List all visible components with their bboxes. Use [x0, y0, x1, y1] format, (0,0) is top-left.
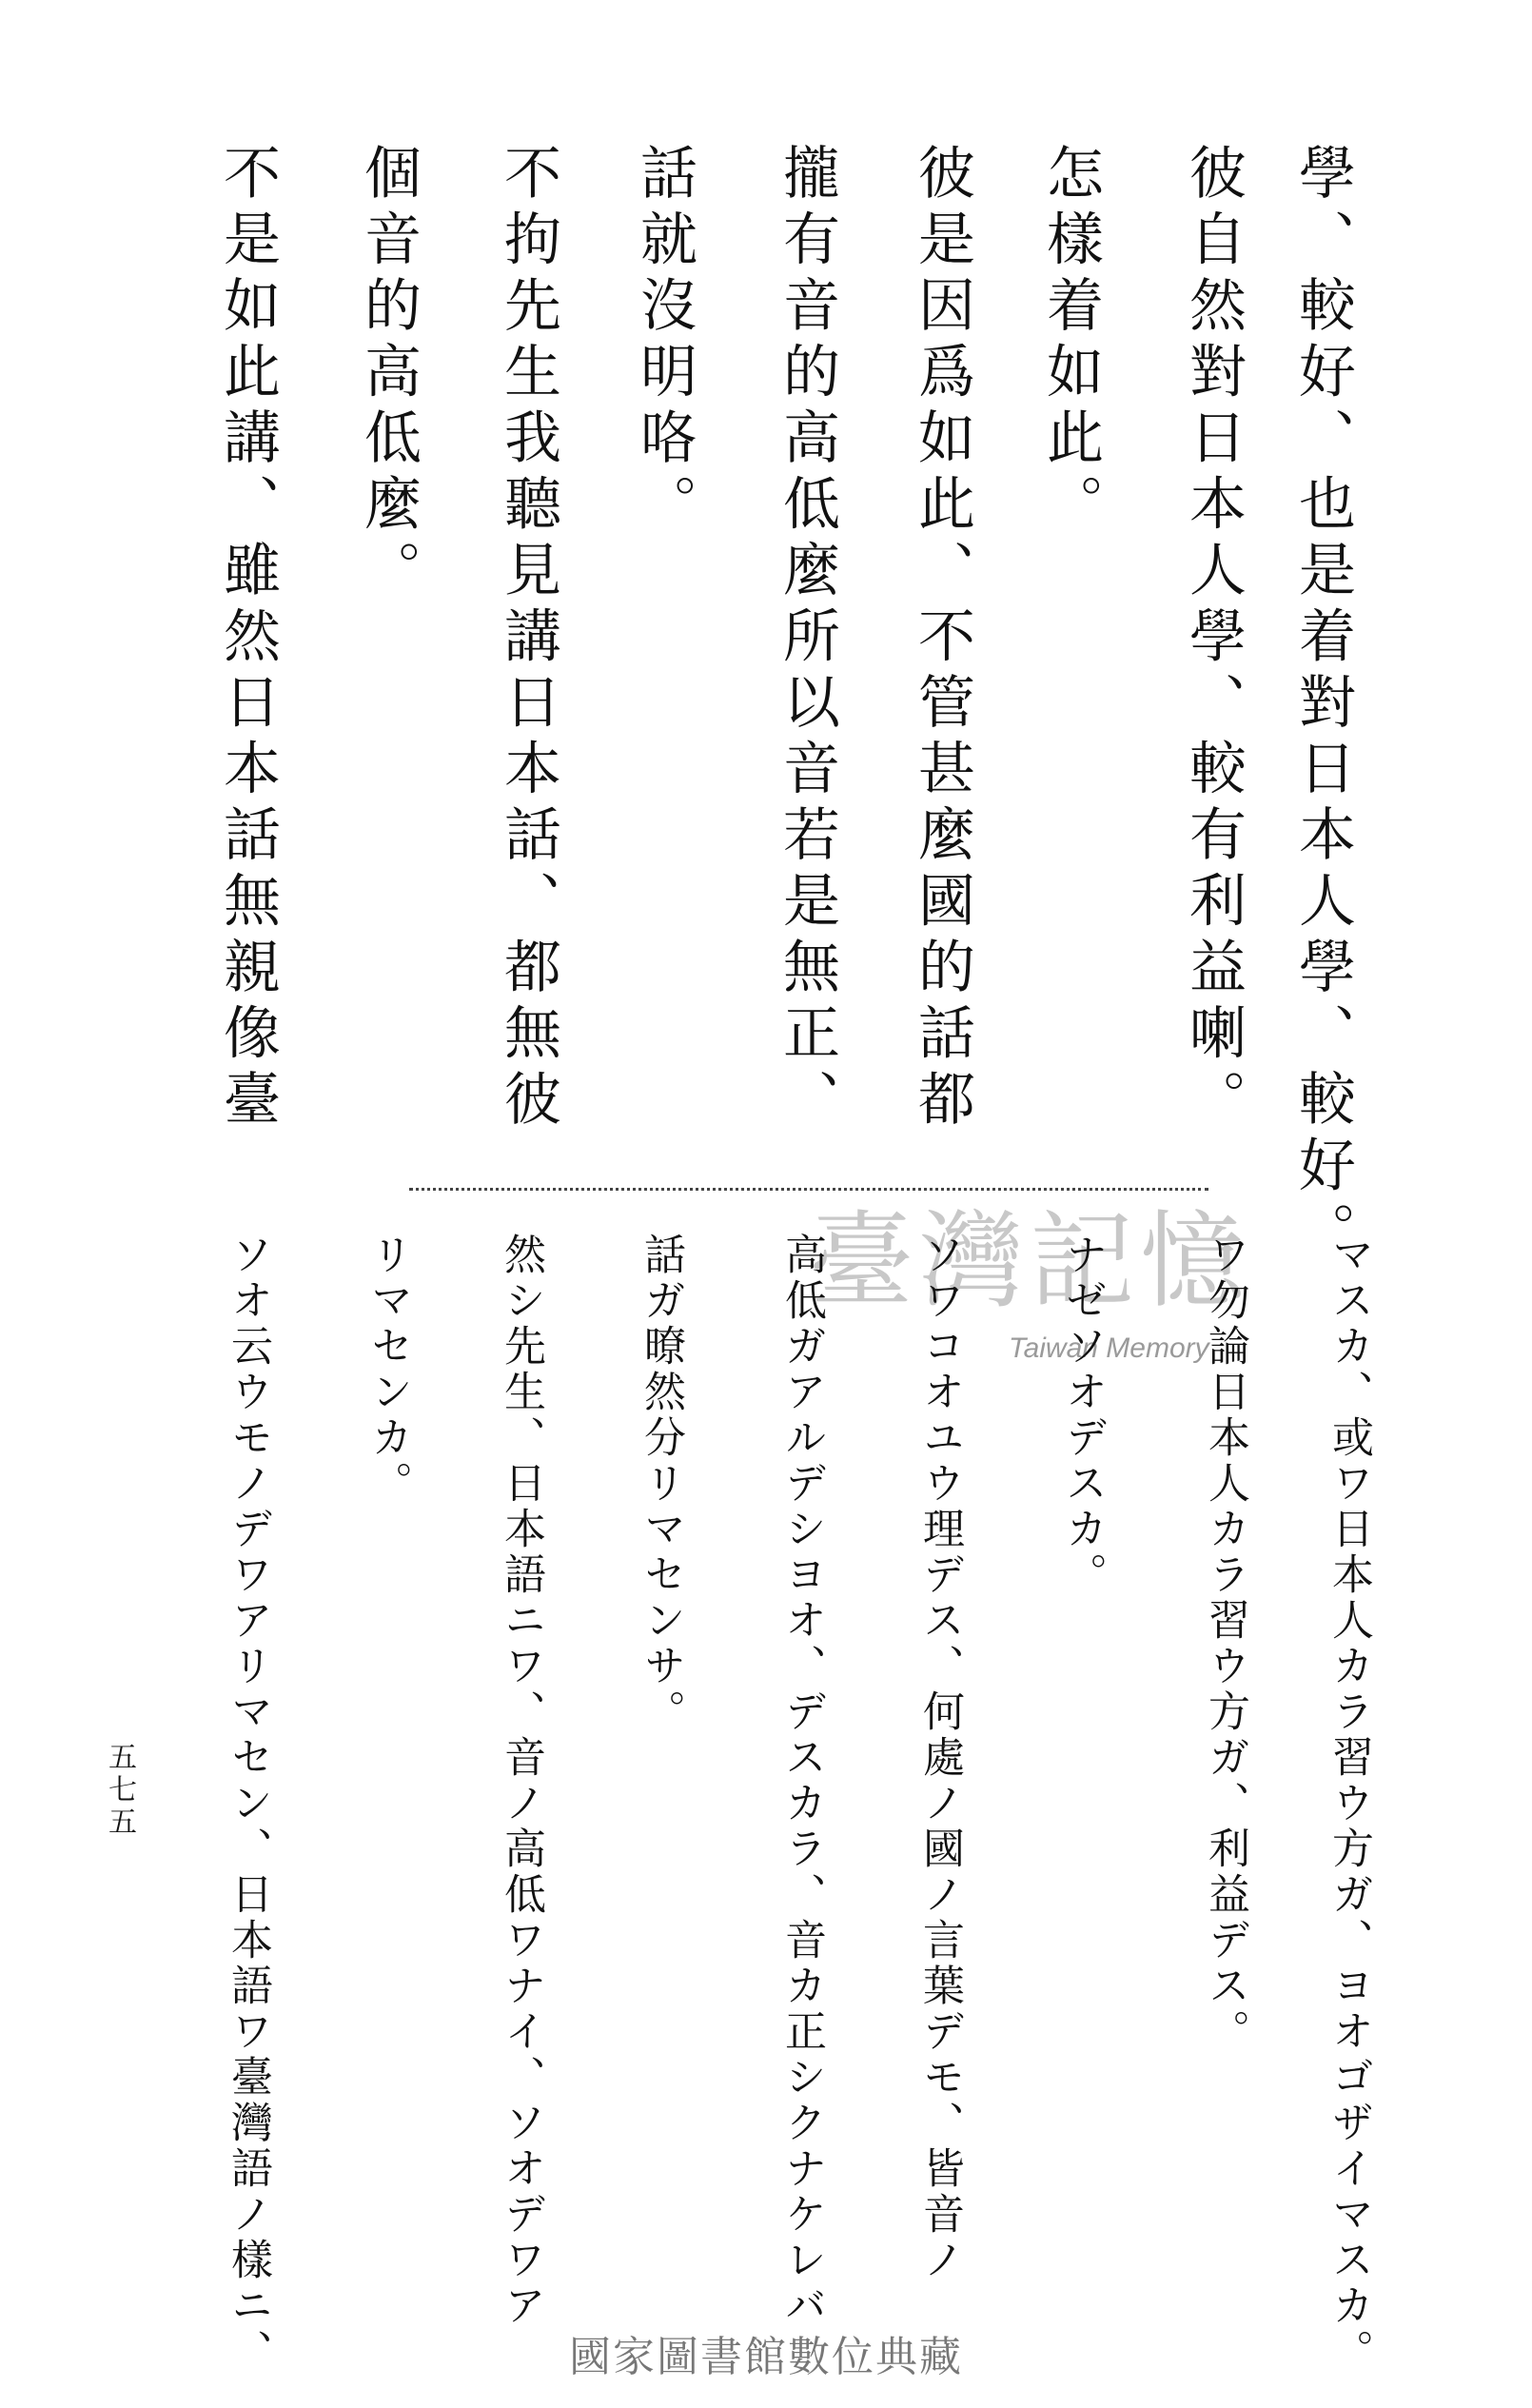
japanese-text-column: 高低ガアルデシヨオ、デスカラ、音カ正シクナケレバ — [777, 1233, 826, 2329]
taiwanese-text-column: 學、較好、也是着對日本人學、較好。 — [1289, 143, 1356, 1268]
taiwanese-text-column: 個音的高低麼。 — [355, 143, 422, 606]
taiwanese-text-column: 不拘先生我聽見講日本話、都無彼 — [495, 143, 561, 1135]
japanese-text-column: ソワコオユウ理デス、何處ノ國ノ言葉デモ、皆音ノ — [915, 1233, 964, 2283]
japanese-text-column: ワ勿論日本人カラ習ウ方ガ、利益デス。 — [1201, 1233, 1249, 2055]
taiwanese-text-column: 話就沒明咯。 — [631, 143, 697, 540]
japanese-text-column: ソオ云ウモノデワアリマセン、日本語ワ臺灣語ノ樣ニ、 — [224, 1233, 272, 2375]
watermark-text: 臺灣記憶 — [809, 1200, 1250, 1322]
footer-credit: 國家圖書館數位典藏 — [569, 2333, 963, 2381]
japanese-text-column: 然シ先生、日本語ニワ、音ノ高低ワナイ、ソオデワア — [497, 1233, 545, 2329]
japanese-text-column: ナゼソオデスカ。 — [1058, 1233, 1107, 1598]
page-number: 五七五 — [103, 1742, 136, 1839]
japanese-text-column: マスカ、或ワ日本人カラ習ウ方ガ、ヨオゴザイマスカ。 — [1325, 1233, 1373, 2375]
japanese-text-column: 話ガ暸然分リマセンサ。 — [637, 1233, 685, 1735]
taiwanese-text-column: 彼自然對日本人學、較有利益喇。 — [1180, 143, 1247, 1135]
section-divider — [409, 1188, 1208, 1194]
watermark-subtext: Taiwan Memory — [1009, 1332, 1209, 1364]
taiwanese-text-column: 不是如此講、雖然日本話無親像臺 — [214, 143, 281, 1135]
japanese-text-column: リマセンカ。 — [363, 1233, 412, 1507]
taiwanese-text-column: 攏有音的高低麼所以音若是無正、 — [774, 143, 840, 1135]
taiwanese-text-column: 怎樣着如此。 — [1037, 143, 1104, 540]
taiwanese-text-column: 彼是因爲如此、不管甚麼國的話都 — [909, 143, 975, 1135]
